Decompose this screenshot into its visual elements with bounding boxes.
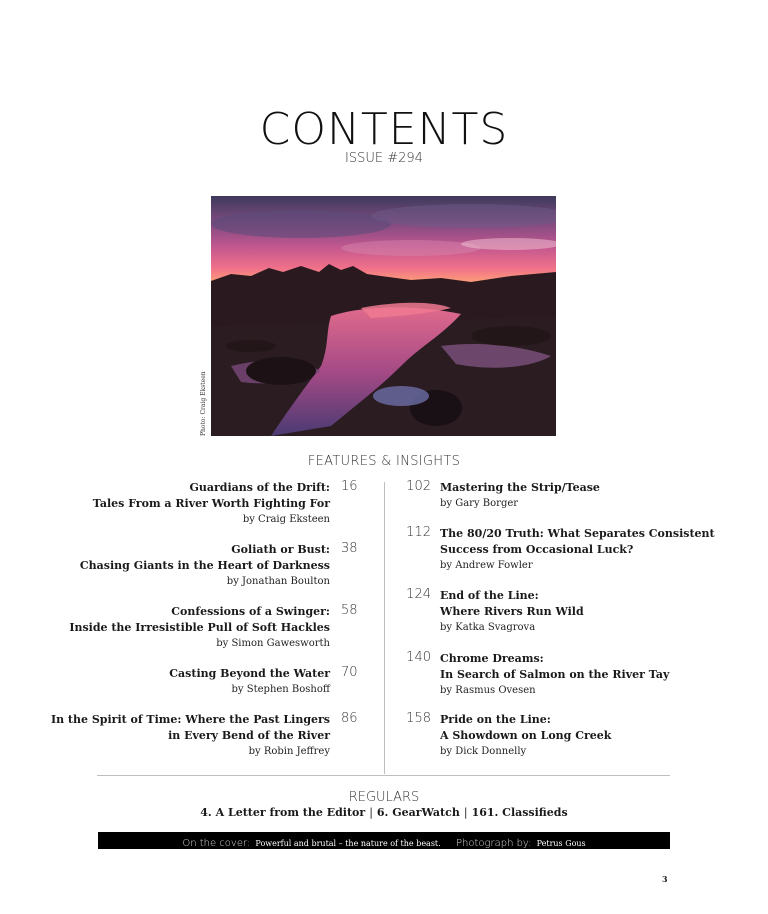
feature-author: by Craig Eksteen [242,514,330,525]
feature-author: by Gary Borger [440,498,519,509]
feature-entry[interactable] [93,480,330,528]
page-number: 3 [662,874,668,884]
feature-author: by Simon Gawesworth [216,638,330,649]
feature-entry[interactable] [440,480,600,512]
feature-title: Where Rivers Run Wild [440,605,584,618]
feature-page-number: 86 [341,711,358,726]
regulars-item-editor-letter[interactable]: 4. A Letter from the Editor [200,806,366,819]
feature-title: Casting Beyond the Water [169,667,330,680]
photo-credit: Photo: Craig Eksteen [200,371,207,436]
feature-title: Pride on the Line: [440,713,551,726]
feature-page-number: 102 [406,479,431,494]
regulars-item-classifieds[interactable]: 161. Classifieds [471,806,568,819]
feature-title: End of the Line: [440,589,539,602]
feature-title: In the Spirit of Time: Where the Past Lingers [50,713,330,726]
feature-title: Mastering the Strip/Tease [440,481,600,494]
feature-page-number: 124 [406,587,431,602]
feature-entry[interactable] [69,604,330,652]
cover-caption-bar [98,832,670,849]
photo-by-label: Photograph by: [455,838,532,849]
feature-title: Success from Occasional Luck? [440,543,634,556]
photographer-name: Petrus Gous [536,839,586,848]
regulars-heading: REGULARS [348,790,420,805]
feature-title: The 80/20 Truth: What Separates Consistent [440,527,715,540]
feature-entry[interactable] [440,588,584,636]
feature-page-number: 70 [341,665,358,680]
feature-entry[interactable] [440,712,611,760]
feature-title: In Search of Salmon on the River Tay [440,668,670,681]
page-title: CONTENTS [259,104,509,155]
feature-title: Chrome Dreams: [440,652,544,665]
feature-title: Guardians of the Drift: [189,481,330,494]
feature-title: Confessions of a Swinger: [171,605,330,618]
issue-number: ISSUE #294 [345,151,423,166]
feature-page-number: 38 [341,541,358,556]
feature-entry[interactable] [440,526,715,574]
feature-entry[interactable] [169,666,330,698]
feature-entry[interactable] [51,712,330,760]
regulars-item-gearwatch[interactable]: 6. GearWatch [376,806,460,819]
feature-author: by Katka Svagrova [440,622,536,633]
feature-page-number: 58 [341,603,358,618]
cover-photo [211,196,556,436]
feature-author: by Jonathan Boulton [226,576,330,587]
feature-author: by Rasmus Ovesen [440,685,536,696]
column-divider [384,482,385,774]
features-heading: FEATURES & INSIGHTS [307,454,461,469]
feature-page-number: 16 [341,479,358,494]
feature-title: A Showdown on Long Creek [440,729,612,742]
section-divider [97,775,670,776]
sunset-river-image [211,196,556,436]
feature-author: by Andrew Fowler [440,560,533,571]
cover-label: On the cover: [182,838,251,849]
feature-page-number: 158 [406,711,431,726]
feature-author: by Stephen Boshoff [231,684,330,695]
feature-title: Inside the Irresistible Pull of Soft Hackles [69,621,330,634]
feature-author: by Robin Jeffrey [248,746,330,757]
cover-description: Powerful and brutal – the nature of the beast. [255,839,441,848]
feature-page-number: 140 [406,650,431,665]
feature-title: in Every Bend of the River [168,729,330,742]
feature-author: by Dick Donnelly [440,746,527,757]
feature-entry[interactable] [80,542,330,590]
feature-title: Tales From a River Worth Fighting For [92,497,330,510]
feature-entry[interactable] [440,651,669,699]
feature-title: Chasing Giants in the Heart of Darkness [79,559,330,572]
regulars-separator: | [369,806,373,819]
feature-title: Goliath or Bust: [231,543,330,556]
feature-page-number: 112 [406,525,431,540]
regulars-separator: | [463,806,468,819]
regulars-list [0,806,768,819]
